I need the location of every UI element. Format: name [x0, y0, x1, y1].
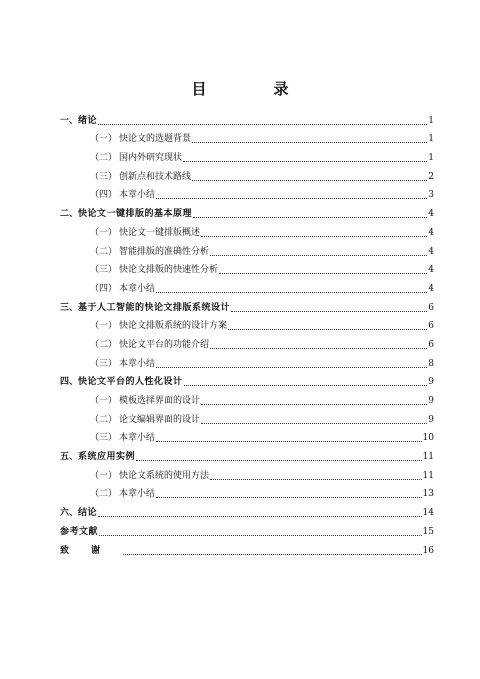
toc-section-entry[interactable]: [60, 145, 434, 164]
toc-chapter-entry[interactable]: [60, 108, 434, 127]
toc-section-entry[interactable]: [60, 463, 434, 482]
toc-page-number: 11: [422, 470, 434, 481]
toc-section-entry[interactable]: [60, 239, 434, 258]
toc-page-number: 16: [422, 545, 434, 556]
toc-entry-number: （二）: [90, 153, 118, 164]
toc-entry-number: （二）: [90, 489, 118, 500]
toc-page-number: 4: [428, 246, 434, 257]
toc-entry-number: （三）: [90, 433, 118, 444]
toc-entry-number: （一）: [90, 227, 118, 238]
dot-leader: [219, 272, 427, 274]
toc-chapter-entry[interactable]: [60, 500, 434, 519]
toc-entry-label: 结论: [78, 508, 98, 519]
toc-entry-label: 绪论: [78, 115, 98, 126]
toc-entry-label: 快论文的选题背景: [119, 134, 192, 145]
toc-page-number: 9: [428, 414, 434, 425]
toc-entry-number: （三）: [90, 171, 118, 182]
toc-section-entry[interactable]: [60, 332, 434, 351]
dot-leader: [192, 179, 427, 181]
toc-page-number: 15: [422, 526, 434, 537]
dot-leader: [156, 496, 422, 498]
toc-page-number: 6: [428, 302, 434, 313]
toc-chapter-entry[interactable]: [60, 538, 434, 557]
dot-leader: [228, 328, 427, 330]
toc-section-entry[interactable]: [60, 276, 434, 295]
toc-entry-number: （四）: [90, 283, 118, 294]
dot-leader: [98, 515, 422, 517]
toc-page-number: 6: [428, 339, 434, 350]
toc-page-number: 4: [428, 227, 434, 238]
toc-section-entry[interactable]: [60, 388, 434, 407]
toc-page-number: 8: [428, 358, 434, 369]
toc-entry-label: 系统应用实例: [78, 452, 136, 463]
dot-leader: [136, 459, 422, 461]
toc-page-number: 1: [428, 115, 434, 126]
toc-entry-label: 快论文排版系统的设计方案: [119, 321, 228, 332]
dot-leader: [210, 478, 422, 480]
toc-entry-number: 一、: [60, 115, 79, 126]
toc-page-number: 1: [428, 153, 434, 164]
toc-chapter-entry[interactable]: [60, 519, 434, 538]
toc-entry-number: （一）: [90, 134, 118, 145]
toc-entry-number: （一）: [90, 396, 118, 406]
dot-leader: [98, 123, 427, 125]
toc-section-entry[interactable]: [60, 258, 434, 277]
toc-entry-label: 参考文献: [60, 526, 99, 537]
toc-entry-number: （二）: [90, 414, 118, 425]
toc-list: [60, 108, 434, 557]
toc-section-entry[interactable]: [60, 220, 434, 239]
dot-leader: [156, 291, 427, 293]
toc-entry-label: 本章小结: [119, 358, 156, 369]
toc-entry-label: 快论文排版的快速性分析: [119, 265, 219, 276]
dot-leader: [192, 141, 427, 143]
toc-chapter-entry[interactable]: [60, 370, 434, 389]
toc-entry-label: 本章小结: [119, 190, 156, 201]
toc-entry-number: 三、: [60, 302, 79, 313]
toc-page-number: 9: [428, 396, 434, 406]
dot-leader: [156, 197, 427, 199]
toc-page-number: 14: [422, 508, 434, 519]
dot-leader: [123, 553, 422, 555]
dot-leader: [184, 384, 428, 386]
toc-entry-number: （二）: [90, 246, 118, 257]
toc-entry-label: 快论文系统的使用方法: [119, 470, 210, 481]
toc-chapter-entry[interactable]: [60, 201, 434, 220]
toc-page-number: 13: [422, 489, 434, 500]
dot-leader: [193, 216, 427, 218]
toc-section-entry[interactable]: [60, 314, 434, 333]
dot-leader: [210, 347, 427, 349]
toc-entry-label: 基于人工智能的快论文排版系统设计: [78, 302, 231, 313]
dot-leader: [183, 160, 427, 162]
toc-page-number: 2: [428, 171, 434, 182]
toc-chapter-entry[interactable]: [60, 444, 434, 463]
dot-leader: [99, 534, 422, 536]
dot-leader: [156, 440, 422, 442]
toc-page-number: 4: [428, 265, 434, 276]
toc-entry-number: 六、: [60, 508, 79, 519]
toc-page-number: 1: [428, 134, 434, 145]
toc-section-entry[interactable]: [60, 482, 434, 501]
toc-page-number: 4: [428, 209, 434, 220]
toc-page-number: 3: [428, 190, 434, 201]
toc-entry-label: 快论文平台的功能介绍: [119, 339, 210, 350]
toc-entry-label: 致谢: [60, 545, 123, 556]
toc-section-entry[interactable]: [60, 164, 434, 183]
toc-entry-number: （一）: [90, 321, 118, 332]
dot-leader: [201, 422, 427, 424]
toc-section-entry[interactable]: [60, 127, 434, 146]
toc-entry-number: （二）: [90, 339, 118, 350]
toc-page-number: 10: [422, 433, 434, 444]
toc-entry-number: （一）: [90, 470, 118, 481]
toc-chapter-entry[interactable]: [60, 295, 434, 314]
dot-leader: [210, 254, 427, 256]
toc-entry-label: 智能排版的准确性分析: [119, 246, 210, 257]
toc-entry-number: 五、: [60, 452, 79, 463]
toc-entry-number: （四）: [90, 190, 118, 201]
dot-leader: [231, 310, 427, 312]
toc-entry-label: 论文编辑界面的设计: [119, 414, 201, 425]
toc-entry-label: 快论文一键排版的基本原理: [78, 209, 193, 220]
toc-section-entry[interactable]: [60, 407, 434, 426]
toc-entry-number: 二、: [60, 209, 79, 220]
toc-entry-label: 创新点和技术路线: [119, 171, 192, 182]
toc-page-number: 4: [428, 283, 434, 294]
toc-entry-number: 四、: [60, 377, 79, 388]
toc-title: 目 录: [191, 80, 315, 98]
toc-entry-label: 模板选择界面的设计: [119, 396, 201, 406]
dot-leader: [156, 366, 427, 368]
toc-entry-number: （三）: [90, 265, 118, 276]
toc-entry-number: （三）: [90, 358, 118, 369]
toc-entry-label: 本章小结: [119, 489, 156, 500]
toc-section-entry[interactable]: [60, 351, 434, 370]
dot-leader: [201, 235, 427, 237]
toc-entry-label: 国内外研究现状: [119, 153, 183, 164]
dot-leader: [201, 403, 427, 405]
toc-entry-label: 快论文平台的人性化设计: [78, 377, 183, 388]
toc-page-number: 9: [428, 377, 434, 388]
toc-section-entry[interactable]: [60, 426, 434, 445]
toc-entry-label: 快论文一键排版概述: [119, 227, 201, 238]
toc-page-number: 11: [422, 452, 434, 463]
toc-section-entry[interactable]: [60, 183, 434, 202]
toc-entry-label: 本章小结: [119, 433, 156, 444]
toc-entry-label: 本章小结: [119, 283, 156, 294]
toc-page-number: 6: [428, 321, 434, 332]
